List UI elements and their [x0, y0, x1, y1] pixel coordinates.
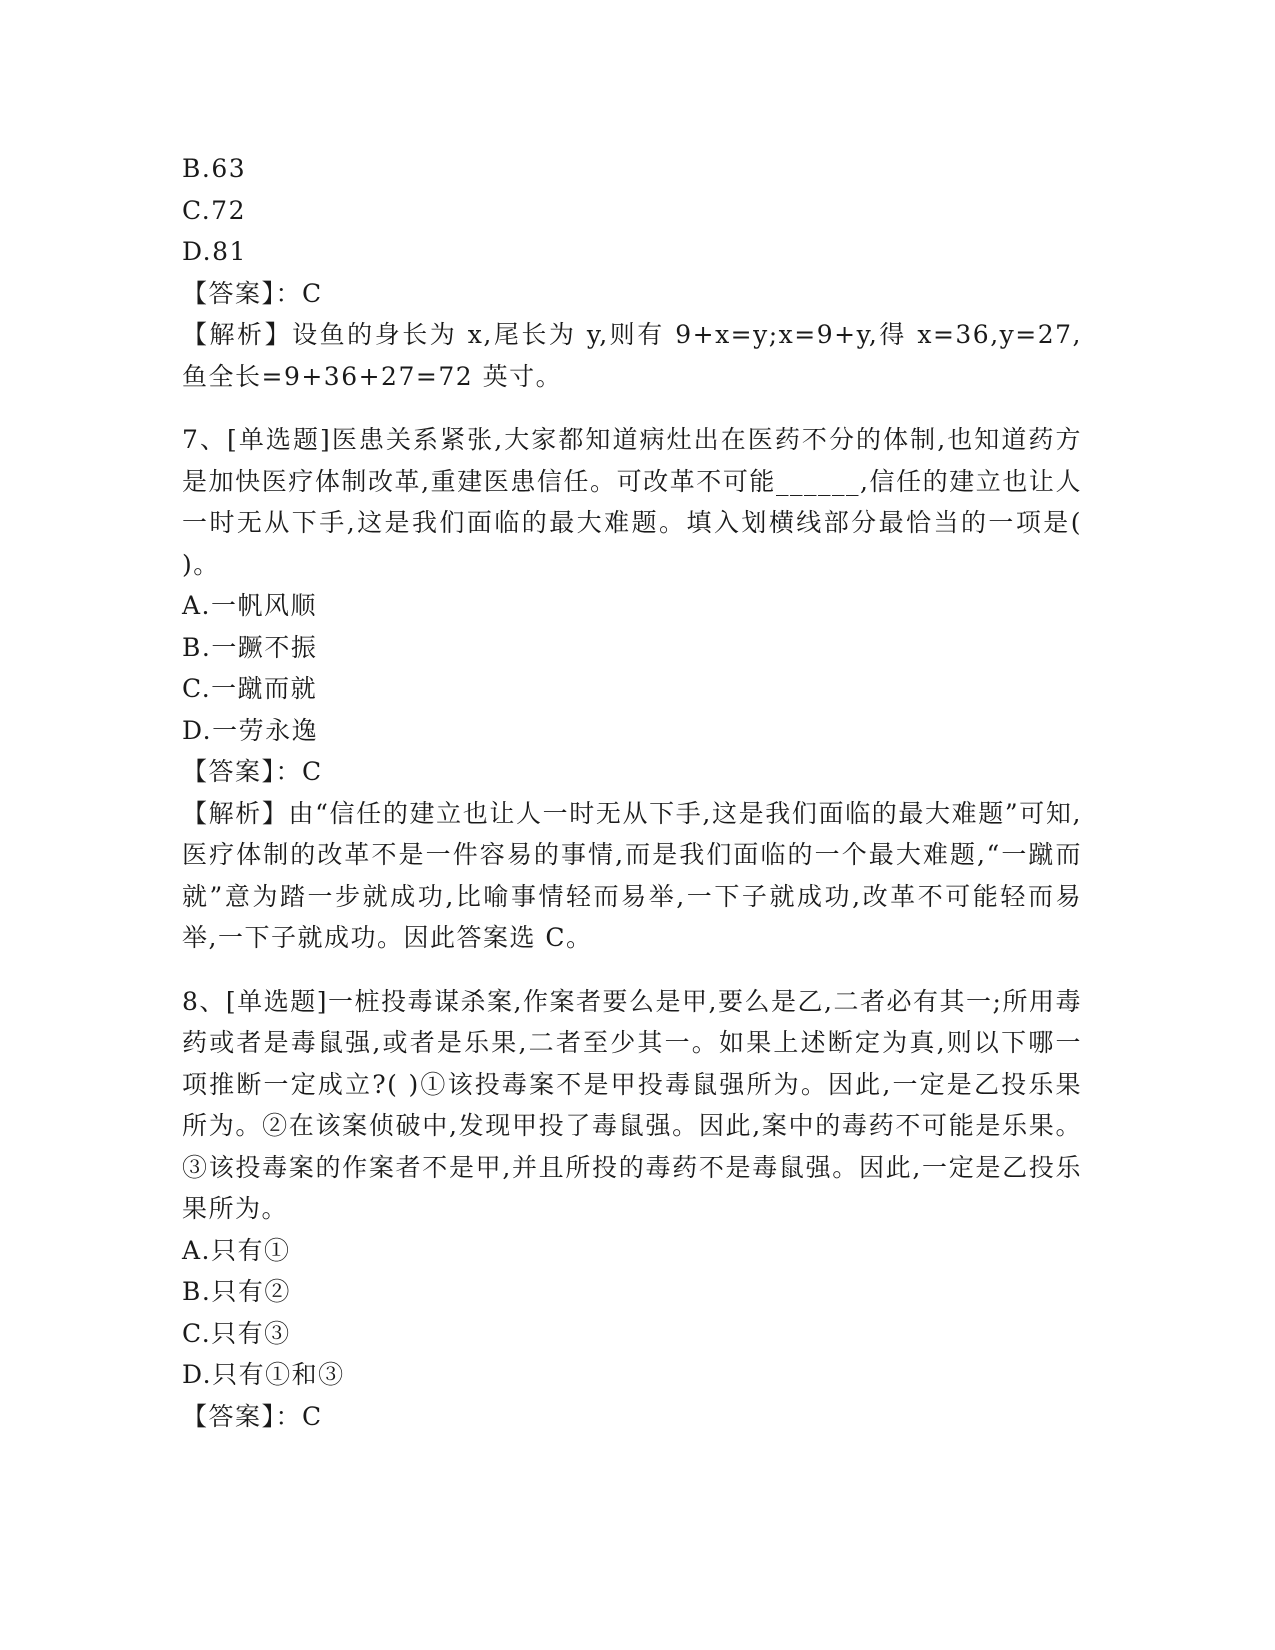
spacer — [182, 397, 1082, 419]
answer: 【答案】：C — [182, 1401, 323, 1431]
option-d: D.一劳永逸 — [182, 715, 319, 745]
question-stem: 8、[单选题]一桩投毒谋杀案,作案者要么是甲,要么是乙,二者必有其一;所用毒药或者是毒鼠强,或者是乐果,二者至少其一。如果上述断定为真,则以下哪一项推断一定成立?( )①该投毒案不是甲投毒鼠强所为。因此,一定是乙投乐果所为。②在该案侦破中,发现甲投了毒鼠强。因此,案中的毒药不可能是乐果。③该投毒案的作案者不是甲,并且所投的毒药不是毒鼠强。因此,一定是乙投乐果所为。 — [182, 986, 1082, 1223]
option-c: C.72 — [182, 195, 246, 225]
option-c: C.只有③ — [182, 1318, 291, 1348]
question-7 — [182, 419, 1082, 959]
analysis: 【解析】由“信任的建立也让人一时无从下手,这是我们面临的最大难题”可知,医疗体制的改革不是一件容易的事情,而是我们面临的一个最大难题,“一蹴而就”意为踏一步就成功,比喻事情轻而易举,一下子就成功,改革不可能轻而易举,一下子就成功。因此答案选 C。 — [182, 798, 1082, 952]
answer: 【答案】：C — [182, 757, 323, 786]
option-b: B.只有② — [182, 1277, 291, 1306]
answer: 【答案】：C — [182, 278, 323, 308]
spacer — [182, 959, 1082, 981]
question-8 — [182, 981, 1082, 1438]
option-a: A.只有① — [182, 1235, 291, 1265]
option-b: B.63 — [182, 154, 247, 183]
option-b: B.一蹶不振 — [182, 632, 318, 662]
analysis: 【解析】设鱼的身长为 x,尾长为 y,则有 9+x=y;x=9+y,得 x=36,y=27,鱼全长=9+36+27=72 英寸。 — [182, 320, 1082, 391]
option-d: D.81 — [182, 237, 247, 266]
question-6-tail — [182, 148, 1082, 397]
option-d: D.只有①和③ — [182, 1360, 345, 1389]
question-stem: 7、[单选题]医患关系紧张,大家都知道病灶出在医药不分的体制,也知道药方是加快医疗体制改革,重建医患信任。可改革不可能______,信任的建立也让人一时无从下手,这是我们面临的最大难题。填入划横线部分最恰当的一项是( )。 — [182, 425, 1082, 579]
document-page — [182, 148, 1082, 1437]
option-c: C.一蹴而就 — [182, 674, 318, 703]
option-a: A.一帆风顺 — [182, 591, 318, 620]
